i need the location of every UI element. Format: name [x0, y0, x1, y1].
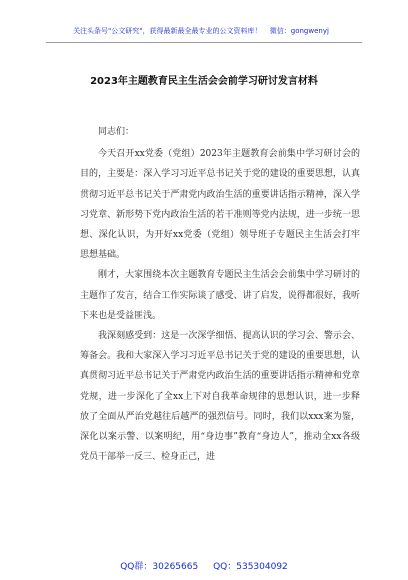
wechat-text: 微信：gongwenyj	[269, 27, 329, 35]
document-title: 2023年主题教育民主生活会会前学习研讨发言材料	[90, 76, 318, 87]
promo-text: 关注头条号"公文研究"，获得最新最全最专业的公文资料库！	[73, 27, 262, 35]
salutation: 同志们：	[98, 127, 135, 137]
qq-contact-link[interactable]: QQ：535304092	[213, 562, 288, 572]
header-divider	[46, 42, 362, 43]
footer	[0, 559, 408, 572]
paragraph: 今天召开xx党委（党组）2023年主题教育会前集中学习研讨会的目的，主要是：深入学习习近平总书记关于党的建设的重要思想，认真贯彻习近平总书记关于严肃党内政治生活的重要讲话指示精神，深入学习党章、新形势下党内政治生活的若干准则等党内法规，进一步统一思想、深化认识，为开好xx党委（党组）领导班子专题民主生活会打牢思想基础。	[80, 149, 360, 261]
qq-group-link[interactable]: QQ群：30265665	[120, 562, 199, 572]
document-body	[80, 122, 360, 467]
paragraph: 刚才，大家围绕本次主题教育专题民主生活会会前集中学习研讨的主题作了发言，结合工作实际谈了感受、讲了启发，说得都很好，我听下来也是受益匪浅。	[80, 270, 360, 321]
paragraph: 我深刻感受到：这是一次深学细悟、提高认识的学习会、警示会、筹备会。我和大家深入学习习近平总书记关于党的建设的重要思想，认真贯彻习近平总书记关于严肃党内政治生活的重要讲话指示精神和党章党规，进一步深化了全xx上下对自我革命规律的思想认识，进一步释放了全面从严治党越往后越严的强烈信号。同时，我们以xxx案为鉴，深化以案示警、以案明纪，用“身边事”教育“身边人”，推动全xx各级党员干部举一反三、检身正己，进	[80, 331, 360, 463]
header-banner	[0, 26, 408, 36]
